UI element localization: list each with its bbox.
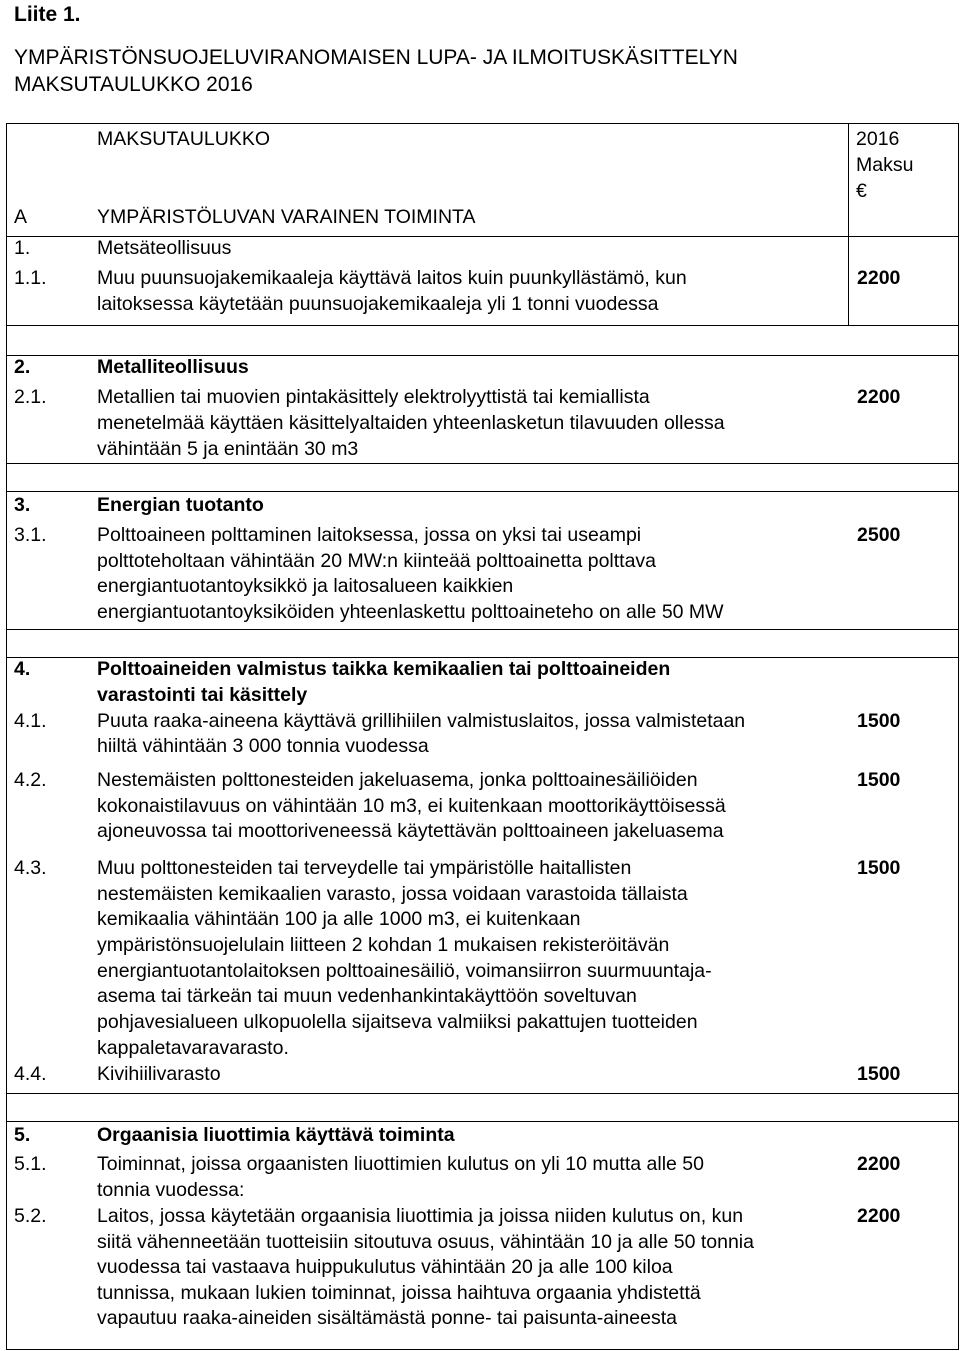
row-description-line: Toiminnat, joissa orgaanisten liuottimien kulutus on yli 10 mutta alle 50	[97, 1153, 704, 1175]
section-title: YMPÄRISTÖLUVAN VARAINEN TOIMINTA	[97, 206, 476, 228]
row-description-line: asema tai tärkeän tai muun vedenhankintakäyttöön soveltuvan	[97, 985, 637, 1007]
row-fee: 1500	[857, 1063, 901, 1085]
row-description-line: ympäristönsuojelulain liitteen 2 kohdan 1 mukaisen rekisteröitävän	[97, 934, 670, 956]
document-title: YMPÄRISTÖNSUOJELUVIRANOMAISEN LUPA- JA ILMOITUSKÄSITTELYN	[14, 46, 738, 69]
row-number: 4.4.	[14, 1063, 47, 1085]
row-description-line: Metallien tai muovien pintakäsittely elektrolyyttistä tai kemiallista	[97, 386, 650, 408]
row-description-line: Polttoaineen polttaminen laitoksessa, jossa on yksi tai useampi	[97, 524, 642, 546]
row-description-line: Puuta raaka-aineena käyttävä grillihiilen valmistuslaitos, jossa valmistetaan	[97, 710, 746, 732]
row-fee: 2200	[857, 267, 901, 289]
row-description-line: siitä vähenneetään tuotteisiin sitoutuva osuus, vähintään 10 ja alle 50 tonnia	[97, 1231, 754, 1253]
row-fee: 1500	[857, 857, 901, 879]
category-title: Polttoaineiden valmistus taikka kemikaalien tai polttoaineiden	[97, 658, 671, 680]
row-description-line: kappaletavaravarasto.	[97, 1037, 289, 1059]
row-description-line: nestemäisten kemikaalien varasto, jossa voidaan varastoida tällaista	[97, 883, 688, 905]
row-number: 4.3.	[14, 857, 47, 879]
row-description-line: kemikaalia vähintään 100 ja alle 1000 m3, ei kuitenkaan	[97, 908, 581, 930]
row-description-line: vähintään 5 ja enintään 30 m3	[97, 438, 359, 460]
row-number: 1.1.	[14, 267, 47, 289]
row-fee: 2200	[857, 386, 901, 408]
row-fee: 2200	[857, 1153, 901, 1175]
row-number: 5.2.	[14, 1205, 47, 1227]
appendix-label: Liite 1.	[14, 3, 81, 26]
row-number: 2.1.	[14, 386, 47, 408]
currency-header: €	[856, 180, 867, 202]
row-description-line: energiantuotantolaitoksen polttoainesäiliö, voimansiirron suurmuuntaja-	[97, 960, 712, 982]
fee-year-header: 2016	[856, 128, 900, 150]
category-number: 1.	[14, 237, 31, 259]
row-description-line: Nestemäisten polttonesteiden jakeluasema, jonka polttoainesäiliöiden	[97, 769, 698, 791]
row-description-line: energiantuotantoyksikkö ja laitosalueen kaikkien	[97, 575, 514, 597]
row-description-line: kokonaistilavuus on vähintään 10 m3, ei kuitenkaan moottorikäyttöisessä	[97, 795, 726, 817]
row-number: 5.1.	[14, 1153, 47, 1175]
row-description-line: Laitos, jossa käytetään orgaanisia liuottimia ja joissa niiden kulutus on, kun	[97, 1205, 744, 1227]
row-description-line: vuodessa tai vastaava huippukulutus vähintään 20 ja alle 100 kiloa	[97, 1256, 673, 1278]
row-description-line: Kivihiilivarasto	[97, 1063, 221, 1085]
category-title: Metsäteollisuus	[97, 237, 232, 259]
row-description-line: Muu polttonesteiden tai terveydelle tai ympäristölle haitallisten	[97, 857, 632, 879]
row-description-line: menetelmää käyttäen käsittelyaltaiden yhteenlasketun tilavuuden ollessa	[97, 412, 725, 434]
row-number: 4.2.	[14, 769, 47, 791]
row-description-line: energiantuotantoyksiköiden yhteenlaskettu polttoaineteho on alle 50 MW	[97, 601, 724, 623]
row-fee: 1500	[857, 710, 901, 732]
section-letter: A	[14, 206, 28, 228]
table-heading: MAKSUTAULUKKO	[97, 128, 271, 150]
category-number: 3.	[14, 494, 31, 516]
row-number: 4.1.	[14, 710, 47, 732]
row-description-line: polttoteholtaan vähintään 20 MW:n kiinteää polttoainetta polttava	[97, 550, 657, 572]
category-title: Energian tuotanto	[97, 494, 264, 516]
row-description-line: tunnissa, mukaan lukien toiminnat, joissa haihtuva orgaania yhdistettä	[97, 1282, 701, 1304]
row-number: 3.1.	[14, 524, 47, 546]
document-title-year: MAKSUTAULUKKO 2016	[14, 73, 253, 96]
category-title: Orgaanisia liuottimia käyttävä toiminta	[97, 1124, 455, 1146]
row-description-line: ajoneuvossa tai moottoriveneessä käytettävän polttoaineen jakeluasema	[97, 820, 724, 842]
row-description-line: tonnia vuodessa:	[97, 1179, 245, 1201]
category-number: 4.	[14, 658, 31, 680]
row-description-line: vapautuu raaka-aineiden sisältämästä ponne- tai paisunta-aineesta	[97, 1307, 677, 1329]
row-fee: 2500	[857, 524, 901, 546]
fee-label-header: Maksu	[856, 154, 914, 176]
row-description-line: pohjavesialueen ulkopuolella sijaitseva valmiiksi pakattujen tuotteiden	[97, 1011, 698, 1033]
category-number: 2.	[14, 356, 31, 378]
category-number: 5.	[14, 1124, 31, 1146]
category-title: Metalliteollisuus	[97, 356, 249, 378]
row-description-line: laitoksessa käytetään puunsuojakemikaaleja yli 1 tonni vuodessa	[97, 293, 659, 315]
row-description-line: Muu puunsuojakemikaaleja käyttävä laitos kuin puunkyllästämö, kun	[97, 267, 687, 289]
row-fee: 2200	[857, 1205, 901, 1227]
category-title-continued: varastointi tai käsittely	[97, 684, 308, 706]
row-fee: 1500	[857, 769, 901, 791]
row-description-line: hiiltä vähintään 3 000 tonnia vuodessa	[97, 735, 429, 757]
